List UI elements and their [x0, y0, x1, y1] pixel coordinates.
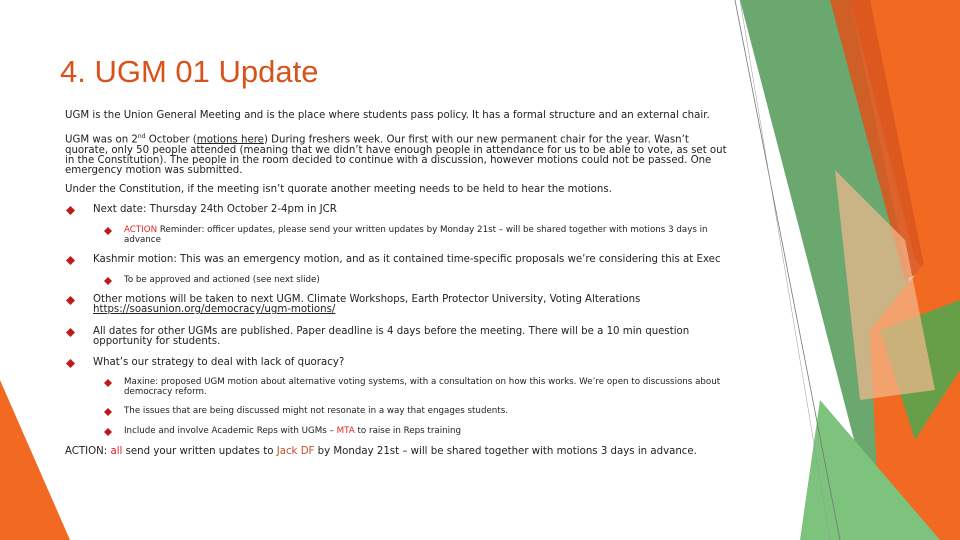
diamond-bullet-icon	[66, 359, 75, 368]
ugm-motions-link[interactable]: https://soasunion.org/democracy/ugm-motions/	[93, 304, 336, 316]
bullet-strategy: What’s our strategy to deal with lack of quoracy?	[93, 357, 345, 368]
bullet-maxine: Maxine: proposed UGM motion about alternative voting systems, with a consultation on how this works. We’re open to discussions about democracy reform.	[124, 377, 721, 397]
bullet-other-motions: Other motions will be taken to next UGM. Climate Workshops, Earth Protector University, Voting Alterations https://soasunion.org/democracy/ugm-motions/	[93, 295, 653, 316]
bullet-include-reps: Include and involve Academic Reps with UGMs – MTA to raise in Reps training	[124, 426, 462, 436]
footer-action: ACTION: all send your written updates to Jack DF by Monday 21st – will be shared together with motions 3 days in advance.	[65, 446, 697, 457]
diamond-bullet-icon	[66, 256, 75, 265]
diamond-bullet-icon	[66, 296, 75, 305]
bullet-next-date: Next date: Thursday 24th October 2-4pm in JCR	[93, 204, 337, 215]
bullet-kashmir-sub: To be approved and actioned (see next slide)	[124, 275, 320, 285]
diamond-bullet-icon	[66, 328, 75, 337]
constitution-line: Under the Constitution, if the meeting isn’t quorate another meeting needs to be held to hear the motions.	[65, 184, 612, 195]
intro-paragraph: UGM is the Union General Meeting and is the place where students pass policy. It has a formal structure and an external chair.	[65, 110, 710, 121]
diamond-bullet-icon	[104, 408, 112, 416]
left-orange-wedge	[0, 380, 70, 540]
diamond-bullet-icon	[104, 227, 112, 235]
bullet-action-reminder: ACTION Reminder: officer updates, please send your written updates by Monday 21st – will be shared together with motions 3 days in advance	[124, 225, 708, 245]
diamond-bullet-icon	[104, 277, 112, 285]
page-title: 4. UGM 01 Update	[60, 54, 319, 89]
ugm-paragraph: UGM was on 2nd October (motions here) During freshers week. Our first with our new permanent chair for the year. Wasn’t quorate, only 50 people attended (meaning that we didn’t have enough people in attendance for us to be able to vote, as set out in the Constitution). The people in the room decided to continue with a discussion, however motions could not be passed. One emergency motion was submitted.	[65, 133, 727, 177]
diamond-bullet-icon	[104, 379, 112, 387]
diamond-bullet-icon	[66, 206, 75, 215]
diamond-bullet-icon	[104, 428, 112, 436]
motions-link[interactable]: motions here	[196, 134, 264, 146]
bullet-kashmir-motion: Kashmir motion: This was an emergency motion, and as it contained time-specific proposals we’re considering this at Exec	[93, 254, 721, 265]
bullet-issues: The issues that are being discussed might not resonate in a way that engages students.	[124, 406, 509, 416]
bullet-ugm-dates: All dates for other UGMs are published. Paper deadline is 4 days before the meeting. There will be a 10 min question opportunity for students.	[93, 326, 690, 348]
